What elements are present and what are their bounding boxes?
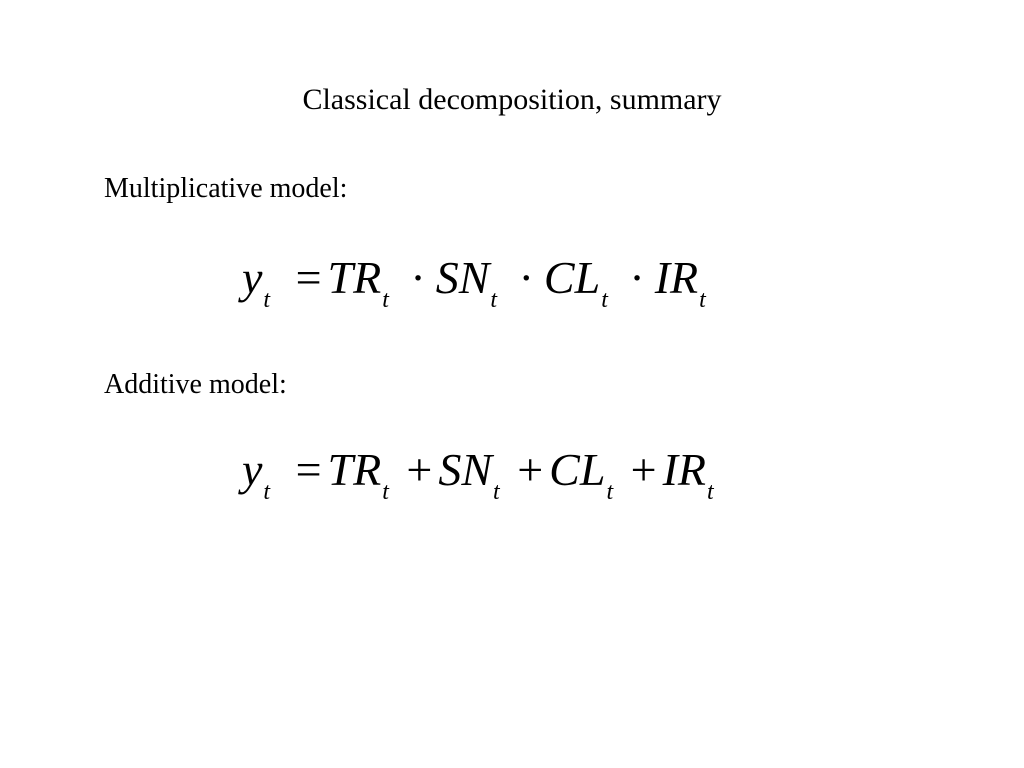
plus-operator: + [406,444,433,495]
additive-equation [242,442,714,506]
trend-term-subscript: t [382,287,389,313]
seasonal-term-symbol: SN [438,444,493,495]
trend-term-symbol: TR [327,444,382,495]
multiply-operator: · [518,252,534,303]
seasonal-term-subscript: t [493,479,500,505]
equation-lhs-symbol: y [242,444,263,495]
irregular-term-subscript: t [699,287,706,313]
seasonal-term-subscript: t [490,287,498,313]
irregular-term-symbol: IR [662,444,706,495]
cyclical-term-subscript: t [606,479,614,505]
equation-lhs-subscript: t [263,479,271,505]
plus-operator: + [517,444,544,495]
equation-lhs-symbol: y [242,252,263,303]
seasonal-term-symbol: SN [435,252,490,303]
cyclical-term-symbol: CL [549,444,606,495]
trend-term-subscript: t [382,479,389,505]
cyclical-term-symbol: CL [543,252,601,303]
multiplicative-model-heading: Multiplicative model: [104,173,348,204]
irregular-term-symbol: IR [654,252,699,303]
equals-sign: = [295,444,322,495]
multiplicative-equation [242,250,706,314]
multiply-operator: · [410,252,426,303]
multiply-operator: · [629,252,645,303]
additive-model-heading: Additive model: [104,369,287,400]
cyclical-term-subscript: t [601,287,608,313]
slide-title: Classical decomposition, summary [302,83,722,116]
equals-sign: = [295,252,322,303]
plus-operator: + [630,444,657,495]
equation-lhs-subscript: t [263,287,271,313]
trend-term-symbol: TR [327,252,382,303]
irregular-term-subscript: t [706,479,714,505]
